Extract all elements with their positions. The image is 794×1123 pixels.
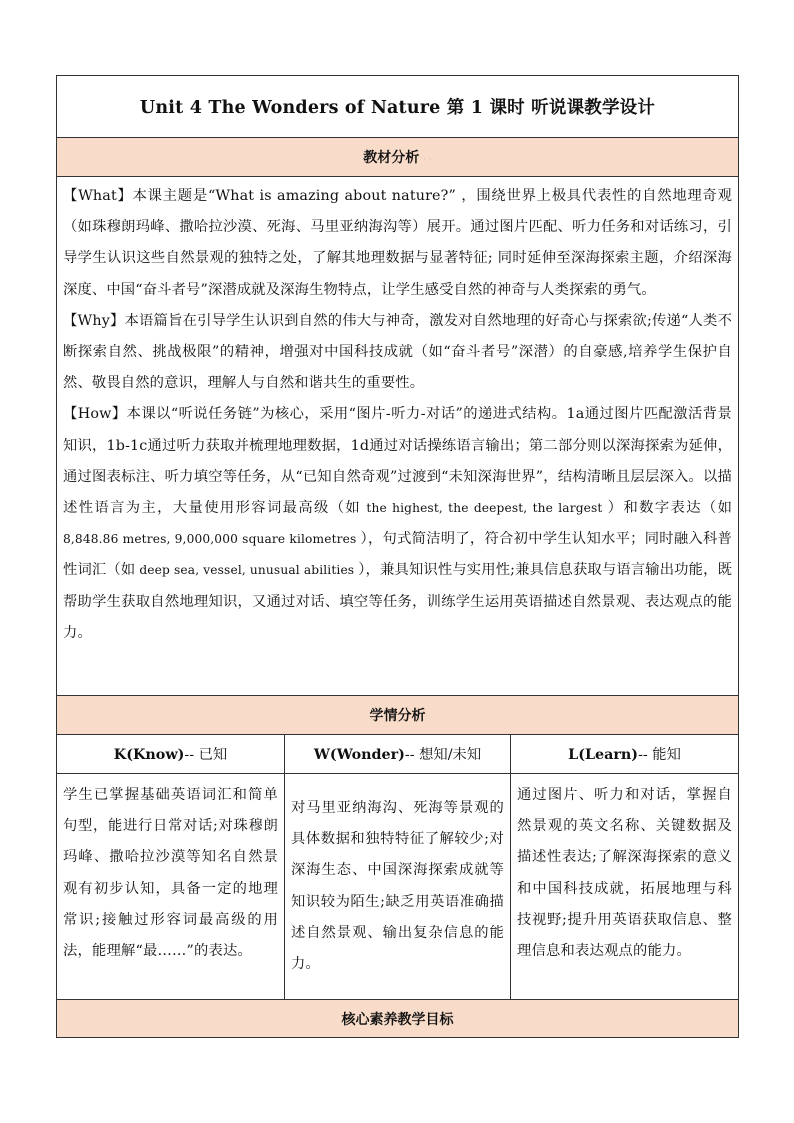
faint-watermark-mark: · · (423, 155, 432, 165)
why-tag: 【Why】 (63, 312, 125, 329)
lesson-plan-page (56, 75, 738, 1038)
how-english-2: 8,848.86 metres, 9,000,000 square kilometres (63, 532, 361, 547)
how-text-1: 本课以“听说任务链”为核心，采用“图片-听力-对话”的递进式结构。1a通过图片匹配激活背景知识，1b-1c通过听力获取并梳理地理数据，1d通过对话操练语言输出；第二部分则以深海探索为延伸，通过图表标注、听力填空等任务，从“已知自然奇观”过渡到“未知深海世界”，结构清晰且层层深入。以描述性语言为主，大量使用形容词最高级（如 (63, 406, 733, 517)
title-row (57, 76, 739, 138)
lesson-plan-table (56, 75, 739, 1038)
wonder-label-zh: -- 想知/未知 (404, 747, 482, 763)
learner-analysis-heading-cell (57, 696, 739, 735)
kwl-body-row (57, 774, 739, 1000)
how-text-3: ），句式简洁明了，符合初中学生认知水平；同时融入科普性词汇（如 (63, 531, 733, 579)
learn-label-en: L(Learn) (568, 747, 639, 763)
core-goals-heading-cell (57, 1000, 739, 1038)
material-analysis-heading-cell (57, 138, 739, 177)
how-paragraph (63, 399, 732, 649)
how-text-2: ）和数字表达（如 (607, 500, 733, 517)
kwl-header-row (57, 735, 739, 774)
know-label-en: K(Know) (113, 747, 185, 763)
learner-analysis-header-row (57, 696, 739, 735)
know-label-zh: -- 已知 (184, 747, 228, 763)
learn-label-zh: -- 能知 (638, 747, 681, 763)
learn-column-header (511, 735, 739, 774)
why-text: 本语篇旨在引导学生认识到自然的伟大与神奇，激发对自然地理的好奇心与探索欲;传递“人类不断探索自然、挑战极限”的精神，增强对中国科技成就（如“奋斗者号”深潜）的自豪感,培养学生保护自然、敬畏自然的意识，理解人与自然和谐共生的重要性。 (63, 312, 733, 392)
know-cell: 学生已掌握基础英语词汇和简单句型，能进行日常对话;对珠穆朗玛峰、撒哈拉沙漠等知名自然景观有初步认知，具备一定的地理常识;接触过形容词最高级的用法，能理解“最……”的表达。 (57, 774, 285, 1000)
wonder-column-header (285, 735, 511, 774)
learner-analysis-heading: 学情分析 (369, 708, 426, 724)
wonder-cell: 对马里亚纳海沟、死海等景观的具体数据和独特特征了解较少;对深海生态、中国深海探索成就等知识较为陌生;缺乏用英语准确描述自然景观、输出复杂信息的能力。 (285, 774, 511, 1000)
how-english-1: the highest, the deepest, the largest (361, 501, 608, 516)
title-cell (57, 76, 739, 138)
document-title: Unit 4 The Wonders of Nature 第 1 课时 听说课教学设计 (139, 98, 656, 118)
material-analysis-heading: 教材分析 (363, 150, 420, 166)
material-analysis-header-row (57, 138, 739, 177)
wonder-label-en: W(Wonder) (313, 747, 405, 763)
what-tag: 【What】 (63, 188, 133, 204)
learn-cell: 通过图片、听力和对话，掌握自然景观的英文名称、关键数据及描述性表达;了解深海探索的意义和中国科技成就，拓展地理与科技视野;提升用英语获取信息、整理信息和表达观点的能力。 (511, 774, 739, 1000)
what-paragraph (63, 181, 732, 306)
core-goals-heading: 核心素养教学目标 (341, 1011, 454, 1028)
material-analysis-body (57, 177, 739, 696)
how-english-3: deep sea, vessel, unusual abilities (135, 563, 359, 578)
know-column-header (57, 735, 285, 774)
material-analysis-body-row (57, 177, 739, 696)
how-text-4: ），兼具知识性与实用性;兼具信息获取与语言输出功能，既帮助学生获取自然地理知识，又通过对话、填空等任务，训练学生运用英语描述自然景观、表达观点的能力。 (63, 562, 733, 641)
what-text: 本课主题是“What is amazing about nature?” ，围绕世界上极具代表性的自然地理奇观（如珠穆朗玛峰、撒哈拉沙漠、死海、马里亚纳海沟等）展开。通过图片匹配、听力任务和对话练习，引导学生认识这些自然景观的独特之处，了解其地理数据与显著特征; 同时延伸至深海探索主题，介绍深海深度、中国“奋斗者号”深潜成就及深海生物特点，让学生感受自然的神奇与人类探索的勇气。 (63, 188, 733, 298)
how-tag: 【How】 (63, 406, 127, 423)
why-paragraph (63, 306, 732, 400)
core-goals-header-row (57, 1000, 739, 1038)
